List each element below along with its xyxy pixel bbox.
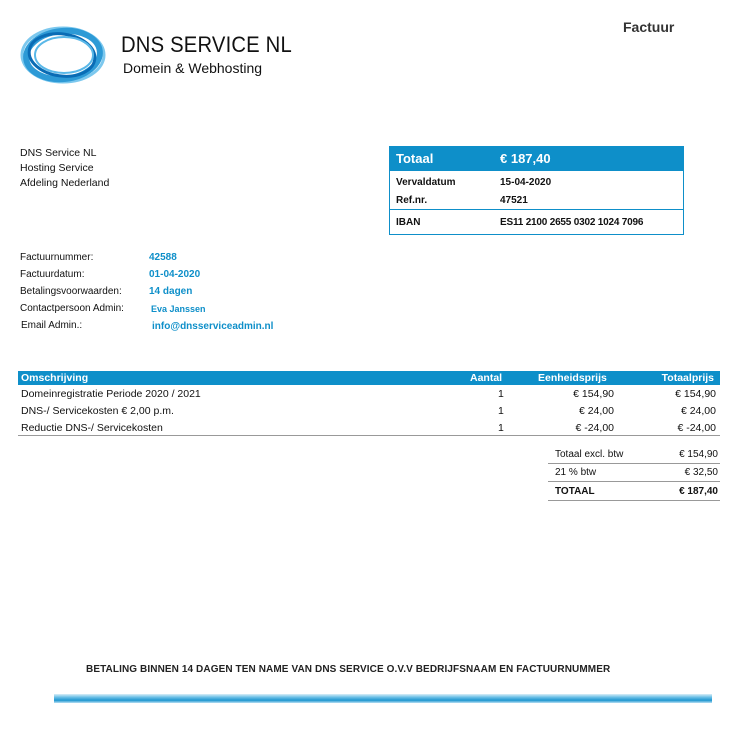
subtotal-label: Totaal excl. btw <box>555 449 624 460</box>
grand-total-value: € 187,40 <box>679 486 718 497</box>
item-description: Domeinregistratie Periode 2020 / 2021 <box>21 388 201 400</box>
table-row <box>18 387 720 404</box>
total-value: € 187,40 <box>500 151 551 166</box>
total-header <box>390 147 683 171</box>
detail-label: Betalingsvoorwaarden: <box>20 286 122 297</box>
detail-label: Contactpersoon Admin: <box>20 303 124 314</box>
payment-instruction: BETALING BINNEN 14 DAGEN TEN NAME VAN DNS SERVICE O.V.V BEDRIJFSNAAM EN FACTUURNUMMER <box>86 664 611 675</box>
table-row <box>18 404 720 421</box>
detail-label: Factuurdatum: <box>20 269 85 280</box>
col-quantity: Aantal <box>470 372 503 384</box>
items-table-header <box>18 371 720 385</box>
iban-value: ES11 2100 2655 0302 1024 7096 <box>500 217 644 228</box>
due-date-value: 15-04-2020 <box>500 177 552 188</box>
col-description: Omschrijving <box>21 372 89 384</box>
due-date-label: Vervaldatum <box>396 177 456 188</box>
item-quantity: 1 <box>498 405 504 417</box>
item-unit-price: € 24,00 <box>578 405 614 417</box>
detail-label: Factuurnummer: <box>20 252 94 263</box>
invoice-date: 01-04-2020 <box>149 269 201 280</box>
divider <box>548 500 720 501</box>
payment-terms: 14 dagen <box>149 286 193 297</box>
grand-total-label: TOTAAL <box>555 486 595 497</box>
sender-line: Afdeling Nederland <box>20 177 110 189</box>
payment-summary-box <box>389 146 684 235</box>
footer-bar <box>54 694 712 703</box>
col-unit-price: Eenheidsprijs <box>538 372 607 384</box>
item-quantity: 1 <box>498 422 504 434</box>
item-unit-price: € 154,90 <box>573 388 614 400</box>
col-total: Totaalprijs <box>661 372 714 384</box>
brand-tagline: Domein & Webhosting <box>123 60 263 76</box>
divider <box>548 481 720 482</box>
vat-value: € 32,50 <box>684 467 718 478</box>
item-total: € 154,90 <box>675 388 716 400</box>
brand-name: DNS SERVICE NL <box>121 32 292 57</box>
item-unit-price: € -24,00 <box>575 422 614 434</box>
iban-label: IBAN <box>396 217 421 228</box>
reference-value: 47521 <box>500 195 528 206</box>
total-label: Totaal <box>396 151 434 166</box>
detail-label: Email Admin.: <box>21 320 83 331</box>
sender-line: Hosting Service <box>20 162 94 174</box>
invoice-number: 42588 <box>149 252 177 263</box>
item-total: € -24,00 <box>677 422 716 434</box>
vat-label: 21 % btw <box>555 467 597 478</box>
divider <box>548 463 720 464</box>
divider <box>390 209 683 210</box>
company-logo-icon <box>18 24 108 86</box>
item-total: € 24,00 <box>680 405 716 417</box>
reference-label: Ref.nr. <box>396 195 428 206</box>
sender-line: DNS Service NL <box>20 147 97 159</box>
sender-address <box>20 146 109 191</box>
item-description: Reductie DNS-/ Servicekosten <box>21 422 163 434</box>
table-divider <box>18 435 720 436</box>
item-description: DNS-/ Servicekosten € 2,00 p.m. <box>21 405 174 417</box>
admin-email-link[interactable]: info@dnsserviceadmin.nl <box>152 321 274 332</box>
contact-person: Eva Janssen <box>151 304 206 314</box>
subtotal-value: € 154,90 <box>679 449 718 460</box>
item-quantity: 1 <box>498 388 504 400</box>
document-title: Factuur <box>623 19 675 35</box>
